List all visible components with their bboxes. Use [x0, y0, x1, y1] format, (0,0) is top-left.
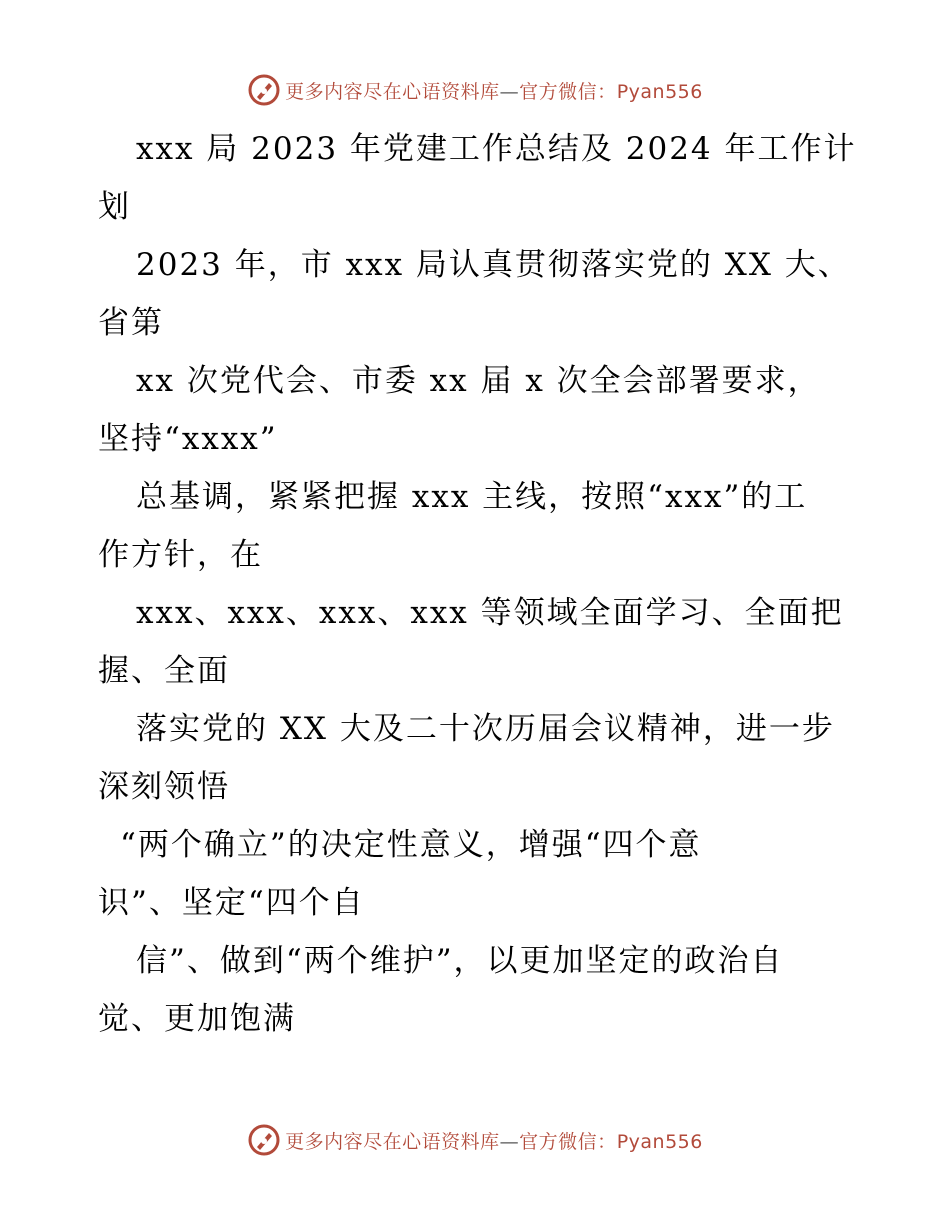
paragraph-line: 深刻领悟 [98, 769, 230, 805]
footer-banner-separator: — [499, 1130, 520, 1153]
header-banner [0, 70, 950, 110]
footer-banner-wechat-label: 官方微信： [519, 1130, 617, 1153]
header-banner-text [285, 77, 703, 104]
footer-banner [0, 1120, 950, 1160]
header-banner-separator: — [499, 80, 520, 103]
document-body [98, 120, 858, 1048]
paragraph-line: xx 次党代会、市委 xx 届 x 次全会部署要求， [136, 363, 821, 399]
paragraph-line: 作方针，在 [98, 537, 263, 573]
header-banner-title: 更多内容尽在心语资料库 [285, 80, 500, 103]
footer-banner-title: 更多内容尽在心语资料库 [285, 1130, 500, 1153]
document-title-line-2: 划 [98, 189, 131, 225]
paragraph-line: xxx、xxx、xxx、xxx 等领域全面学习、全面把 [136, 595, 844, 631]
pen-circle-logo-icon [247, 73, 281, 107]
paragraph-line: 信”、做到“两个维护”，以更加坚定的政治自 [136, 943, 784, 979]
header-banner-wechat-id: Pyan556 [616, 80, 703, 103]
paragraph-line: 觉、更加饱满 [98, 1001, 296, 1037]
paragraph-line: 总基调，紧紧把握 xxx 主线，按照“xxx”的工 [136, 479, 808, 515]
footer-banner-text [285, 1127, 703, 1154]
document-title-line-1: xxx 局 2023 年党建工作总结及 2024 年工作计 [136, 131, 857, 167]
header-banner-wechat-label: 官方微信： [519, 80, 617, 103]
paragraph-line: 落实党的 XX 大及二十次历届会议精神，进一步 [136, 711, 835, 747]
footer-banner-wechat-id: Pyan556 [616, 1130, 703, 1153]
paragraph-line: 识”、坚定“四个自 [98, 885, 365, 921]
paragraph-line: 握、全面 [98, 653, 230, 689]
paragraph-line: 坚持“xxxx” [98, 421, 278, 457]
pen-circle-logo-icon [247, 1123, 281, 1157]
paragraph-line: 2023 年，市 xxx 局认真贯彻落实党的 XX 大、 [136, 247, 851, 283]
paragraph-line: “两个确立”的决定性意义，增强“四个意 [120, 827, 702, 863]
paragraph-line: 省第 [98, 305, 164, 341]
